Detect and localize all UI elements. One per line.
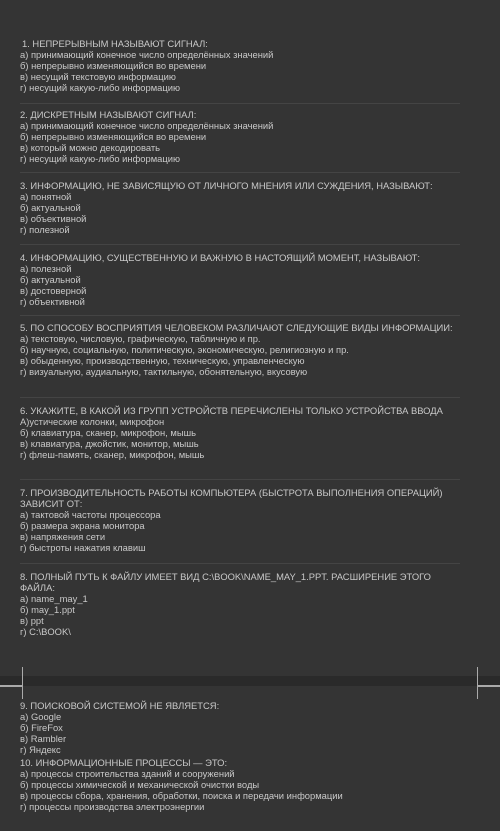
answer-option: а) принимающий конечное число определённых значений <box>20 120 274 132</box>
question-title: 6. УКАЖИТЕ, В КАКОЙ ИЗ ГРУПП УСТРОЙСТВ ПЕРЕЧИСЛЕНЫ ТОЛЬКО УСТРОЙСТВА ВВОДА <box>20 405 443 416</box>
answer-option: б) актуальной <box>20 202 81 214</box>
answer-option: а) Google <box>20 711 62 723</box>
divider <box>20 244 460 245</box>
question-3 <box>20 180 460 235</box>
answer-option: в) объективной <box>20 213 87 225</box>
question-5 <box>20 322 460 377</box>
question-1 <box>20 38 460 93</box>
answer-option: А)устические колонки, микрофон <box>20 416 165 428</box>
answer-option: б) клавиатура, сканер, микрофон, мышь <box>20 427 196 439</box>
answer-option: в) достоверной <box>20 285 87 297</box>
answer-option: б) размера экрана монитора <box>20 520 145 532</box>
answer-option: г) несущий какую-либо информацию <box>20 153 181 165</box>
question-4 <box>20 252 460 307</box>
question-title: 7. ПРОИЗВОДИТЕЛЬНОСТЬ РАБОТЫ КОМПЬЮТЕРА (БЫСТРОТА ВЫПОЛНЕНИЯ ОПЕРАЦИЙ) ЗАВИСИТ ОТ: <box>20 487 443 510</box>
question-title: 5. ПО СПОСОБУ ВОСПРИЯТИЯ ЧЕЛОВЕКОМ РАЗЛИЧАЮТ СЛЕДУЮЩИЕ ВИДЫ ИНФОРМАЦИИ: <box>20 322 453 333</box>
crop-mark-icon <box>0 667 23 686</box>
divider <box>20 172 460 173</box>
question-title: 3. ИНФОРМАЦИЮ, НЕ ЗАВИСЯЩУЮ ОТ ЛИЧНОГО МНЕНИЯ ИЛИ СУЖДЕНИЯ, НАЗЫВАЮТ: <box>20 180 433 191</box>
answer-option: в) клавиатура, джойстик, монитор, мышь <box>20 438 199 450</box>
divider <box>20 103 460 104</box>
answer-option: в) процессы сбора, хранения, обработки, поиска и передачи информации <box>20 790 343 802</box>
answer-option: а) понятной <box>20 191 72 203</box>
answer-option: г) Яндекс <box>20 744 61 756</box>
question-8 <box>20 571 460 638</box>
crop-mark-icon <box>477 686 500 699</box>
question-2 <box>20 109 460 164</box>
answer-option: в) несущий текстовую информацию <box>20 71 176 83</box>
answer-option: б) непрерывно изменяющийся во времени <box>20 60 207 72</box>
page-break <box>0 676 500 686</box>
answer-option: а) полезной <box>20 263 72 275</box>
answer-option: б) процессы химической и механической очистки воды <box>20 779 260 791</box>
divider <box>20 479 460 480</box>
answer-option: в) ppt <box>20 615 44 627</box>
question-10 <box>20 757 460 812</box>
question-title: 8. ПОЛНЫЙ ПУТЬ К ФАЙЛУ ИМЕЕТ ВИД C:\BOOK\NAME_MAY_1.PPT. РАСШИРЕНИЕ ЭТОГО ФАЙЛА: <box>20 571 431 594</box>
answer-option: а) name_may_1 <box>20 593 88 605</box>
divider <box>20 315 460 316</box>
question-6 <box>20 405 460 460</box>
answer-option: б) научную, социальную, политическую, экономическую, религиозную и пр. <box>20 344 349 356</box>
question-title: 2. ДИСКРЕТНЫМ НАЗЫВАЮТ СИГНАЛ: <box>20 109 197 120</box>
question-title: 1. НЕПРЕРЫВНЫМ НАЗЫВАЮТ СИГНАЛ: <box>22 38 208 49</box>
divider <box>20 397 460 398</box>
answer-option: г) полезной <box>20 224 70 236</box>
answer-option: а) текстовую, числовую, графическую, табличную и пр. <box>20 333 261 345</box>
answer-option: б) непрерывно изменяющийся во времени <box>20 131 207 143</box>
question-7 <box>20 487 460 554</box>
answer-option: в) обыденную, производственную, техническую, управленческую <box>20 355 305 367</box>
answer-option: в) который можно декодировать <box>20 142 161 154</box>
answer-option: г) процессы производства электроэнергии <box>20 801 205 813</box>
answer-option: г) несущий какую-либо информацию <box>20 82 181 94</box>
answer-option: а) тактовой частоты процессора <box>20 509 161 521</box>
question-title: 9. ПОИСКОВОЙ СИСТЕМОЙ НЕ ЯВЛЯЕТСЯ: <box>20 700 220 711</box>
question-9 <box>20 700 460 755</box>
answer-option: г) объективной <box>20 296 85 308</box>
answer-option: в) напряжения сети <box>20 531 106 543</box>
answer-option: в) Rambler <box>20 733 67 745</box>
answer-option: г) флеш-память, сканер, микрофон, мышь <box>20 449 205 461</box>
answer-option: б) may_1.ppt <box>20 604 75 616</box>
answer-option: г) C:\BOOK\ <box>20 626 71 638</box>
question-title: 10. ИНФОРМАЦИОННЫЕ ПРОЦЕССЫ — ЭТО: <box>20 757 228 768</box>
question-title: 4. ИНФОРМАЦИЮ, СУЩЕСТВЕННУЮ И ВАЖНУЮ В НАСТОЯЩИЙ МОМЕНТ, НАЗЫВАЮТ: <box>20 252 420 263</box>
divider <box>20 563 460 564</box>
answer-option: г) визуальную, аудиальную, тактильную, обонятельную, вкусовую <box>20 366 308 378</box>
answer-option: б) актуальной <box>20 274 81 286</box>
answer-option: а) принимающий конечное число определённых значений <box>20 49 274 61</box>
answer-option: б) FireFox <box>20 722 63 734</box>
answer-option: а) процессы строительства зданий и сооружений <box>20 768 235 780</box>
crop-mark-icon <box>477 667 500 686</box>
crop-mark-icon <box>0 686 23 699</box>
answer-option: г) быстроты нажатия клавиш <box>20 542 146 554</box>
